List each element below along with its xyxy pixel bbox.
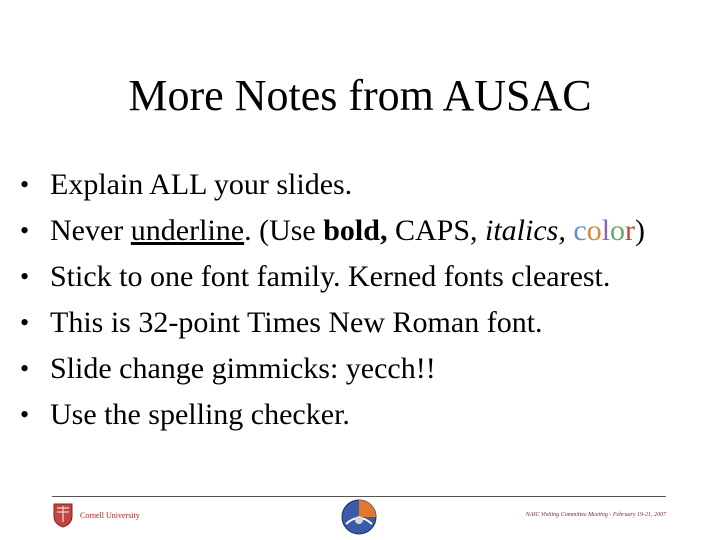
bullet-icon: • <box>20 170 30 199</box>
observatory-emblem-icon <box>340 498 378 536</box>
footer-divider <box>52 496 666 497</box>
bullet-list <box>20 162 710 438</box>
colored-word <box>573 214 635 247</box>
bullet-item <box>20 300 710 346</box>
underlined-word: underline <box>130 214 245 247</box>
bullet-icon: • <box>20 400 30 429</box>
bullet-text-segment: . (Use <box>244 214 324 247</box>
bold-word: bold, <box>323 214 388 247</box>
bullet-item <box>20 162 710 208</box>
bullet-item <box>20 254 710 300</box>
bullet-item <box>20 346 710 392</box>
bullet-text-segment: ) <box>635 214 646 247</box>
bullet-item <box>20 208 710 254</box>
footer-note: NAIC Visiting Committee Meeting - February 19-21, 2007 <box>525 512 666 518</box>
colored-letter: r <box>625 214 636 247</box>
bullet-icon: • <box>20 216 30 245</box>
university-seal-icon <box>52 502 74 528</box>
bullet-item <box>20 392 710 438</box>
bullet-text: Use the spelling checker. <box>50 398 350 431</box>
bullet-text: This is 32-point Times New Roman font. <box>50 306 543 339</box>
colored-letter: l <box>601 214 611 247</box>
slide-title: More Notes from AUSAC <box>128 71 592 120</box>
colored-letter: o <box>586 214 602 247</box>
bullet-icon: • <box>20 308 30 337</box>
colored-letter: o <box>610 214 626 247</box>
bullet-text: Stick to one font family. Kerned fonts clearest. <box>50 260 611 293</box>
university-logo <box>52 500 140 530</box>
bullet-icon: • <box>20 354 30 383</box>
bullet-text-segment: CAPS, <box>387 214 486 247</box>
bullet-text-segment: Never <box>50 214 131 247</box>
bullet-text: Explain ALL your slides. <box>50 168 353 201</box>
colored-letter: c <box>573 214 587 247</box>
italic-word: italics, <box>485 214 566 247</box>
bullet-text: Slide change gimmicks: yecch!! <box>50 352 436 385</box>
bullet-icon: • <box>20 262 30 291</box>
university-name: Cornell University <box>80 510 140 520</box>
